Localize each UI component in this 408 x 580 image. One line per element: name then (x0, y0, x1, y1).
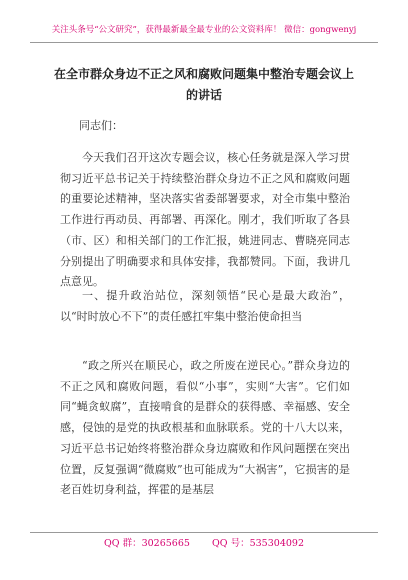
footer-qq-number: QQ 号：535304092 (212, 538, 304, 549)
footer-qq-group: QQ 群：30265665 (103, 538, 190, 549)
section-heading-one: 一、提升政治站位，深刻领悟“民心是最大政治”，以“时时放心不下”的责任感扛牢集中整治使命担当 (60, 289, 350, 323)
salutation: 同志们： (79, 119, 123, 132)
document-title: 在全市群众身边不正之风和腐败问题集中整治专题会议上的讲话 (53, 67, 354, 102)
page-header (30, 18, 378, 43)
page-footer (30, 532, 378, 555)
paragraph-body: “政之所兴在顺民心，政之所废在逆民心。”群众身边的不正之风和腐败问题，看似“小事”，实则“大害”。它们如同“蝇贪蚁腐”，直接啃食的是群众的获得感、幸福感、安全感，侵蚀的是党的执政根基和血脉联系。党的十八大以来，习近平总书记始终将整治群众身边腐败和作风问题摆在突出位置，反复强调“微腐败”也可能成为“大祸害”，它损害的是老百姓切身利益，挥霍的是基层 (60, 359, 350, 497)
paragraph-intro: 今天我们召开这次专题会议，核心任务就是深入学习贯彻习近平总书记关于持续整治群众身边不正之风和腐败问题的重要论述精神，坚决落实省委部署要求，对全市集中整治工作进行再动员、再部署、再深化。刚才，我们听取了各县（市、区）和相关部门的工作汇报，姚进同志、曹晓亮同志分别提出了明确要求和具体安排，我都赞同。下面，我讲几点意见。 (60, 151, 350, 289)
header-notice: 关注头条号“公文研究”，获得最新最全最专业的公文资料库！ 微信：gongwenyj (51, 25, 357, 35)
